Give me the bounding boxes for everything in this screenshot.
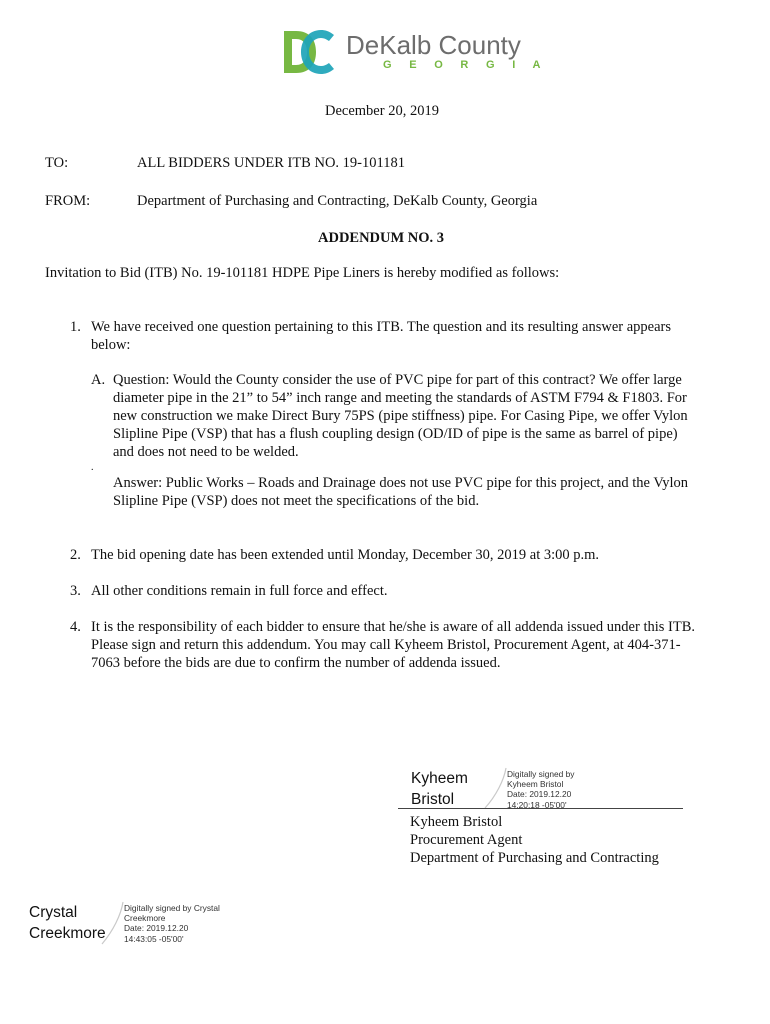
stray-dot: .	[91, 462, 94, 473]
item-text-line: It is the responsibility of each bidder to ensure that he/she is aware of all addenda issued under this ITB.	[91, 619, 696, 635]
from-label: FROM:	[45, 193, 91, 209]
to-value: ALL BIDDERS UNDER ITB NO. 19-101181	[137, 155, 405, 171]
item-text-line: below:	[91, 337, 131, 353]
signature-name-line: Bristol	[411, 791, 455, 808]
question-line: Question: Would the County consider the use of PVC pipe for part of this contract? We offer large	[113, 372, 682, 388]
answer-line: Slipline Pipe (VSP) does not meet the specifications of the bid.	[113, 493, 480, 509]
signature-meta-line: Date: 2019.12.20	[507, 789, 572, 800]
from-value: Department of Purchasing and Contracting, DeKalb County, Georgia	[137, 193, 538, 209]
to-label: TO:	[45, 155, 69, 171]
signature-slash-icon	[482, 766, 510, 810]
signature-meta-line: Creekmore	[124, 913, 166, 924]
signer-title: Procurement Agent	[410, 832, 523, 848]
signature-name-line: Crystal	[29, 904, 78, 921]
signature-meta-line: Digitally signed by Crystal	[124, 903, 220, 913]
dc-logo-mark-icon	[282, 29, 338, 75]
logo-state-label: G E O R G I A	[383, 59, 548, 71]
item-text-line: 7063 before the bids are due to confirm the number of addenda issued.	[91, 655, 501, 671]
signer-name: Kyheem Bristol	[410, 814, 503, 830]
signature-line	[398, 808, 683, 809]
item-text-line: Please sign and return this addendum. You may call Kyheem Bristol, Procurement Agent, at 404-371-	[91, 637, 681, 653]
question-letter: A.	[91, 372, 106, 388]
signature-meta-line: 14:20:18 -05'00'	[507, 799, 567, 810]
signature-name-line: Kyheem	[411, 770, 468, 787]
signature-meta-line: 14:43:05 -05'00'	[124, 933, 184, 944]
item-text-line: All other conditions remain in full force and effect.	[91, 583, 388, 599]
logo-wordmark: DeKalb County	[346, 30, 521, 60]
item-number: 1.	[70, 319, 81, 335]
question-line: new construction we make Direct Bury 75PS (pipe stiffness) pipe. For Casing Pipe, we offer Vylon	[113, 408, 688, 424]
signer-department: Department of Purchasing and Contracting	[410, 850, 659, 866]
question-line: Slipline Pipe (VSP) that has a flush coupling design (OD/ID of pipe is the same as barrel of pipe)	[113, 426, 678, 442]
signature-meta-line: Date: 2019.12.20	[124, 923, 189, 934]
item-text-line: We have received one question pertaining to this ITB. The question and its resulting answer appears	[91, 319, 672, 335]
item-text-line: The bid opening date has been extended until Monday, December 30, 2019 at 3:00 p.m.	[91, 547, 600, 563]
item-number: 4.	[70, 619, 81, 635]
signature-name-line: Creekmore	[29, 925, 106, 942]
item-number: 2.	[70, 547, 81, 563]
intro-text: Invitation to Bid (ITB) No. 19-101181 HDPE Pipe Liners is hereby modified as follows:	[45, 265, 560, 281]
signature-meta-line: Kyheem Bristol	[507, 779, 564, 790]
signature-meta-line: Digitally signed by	[507, 769, 575, 779]
addendum-heading: ADDENDUM NO. 3	[318, 230, 445, 246]
document-date: December 20, 2019	[325, 103, 439, 119]
signature-slash-icon	[99, 900, 127, 946]
question-line: diameter pipe in the 21” to 54” inch range and meeting the standards of ASTM F794 & F1803. For	[113, 390, 687, 406]
item-number: 3.	[70, 583, 81, 599]
answer-line: Answer: Public Works – Roads and Drainage does not use PVC pipe for this project, and the Vylon	[113, 475, 688, 491]
digital-signature-kyheem[interactable]	[411, 768, 468, 810]
question-line: and does not need to be welded.	[113, 444, 299, 460]
dekalb-county-logo	[282, 28, 548, 76]
digital-signature-crystal[interactable]	[29, 902, 106, 944]
signature-meta-kyheem	[507, 769, 575, 810]
signature-meta-crystal	[124, 903, 220, 944]
